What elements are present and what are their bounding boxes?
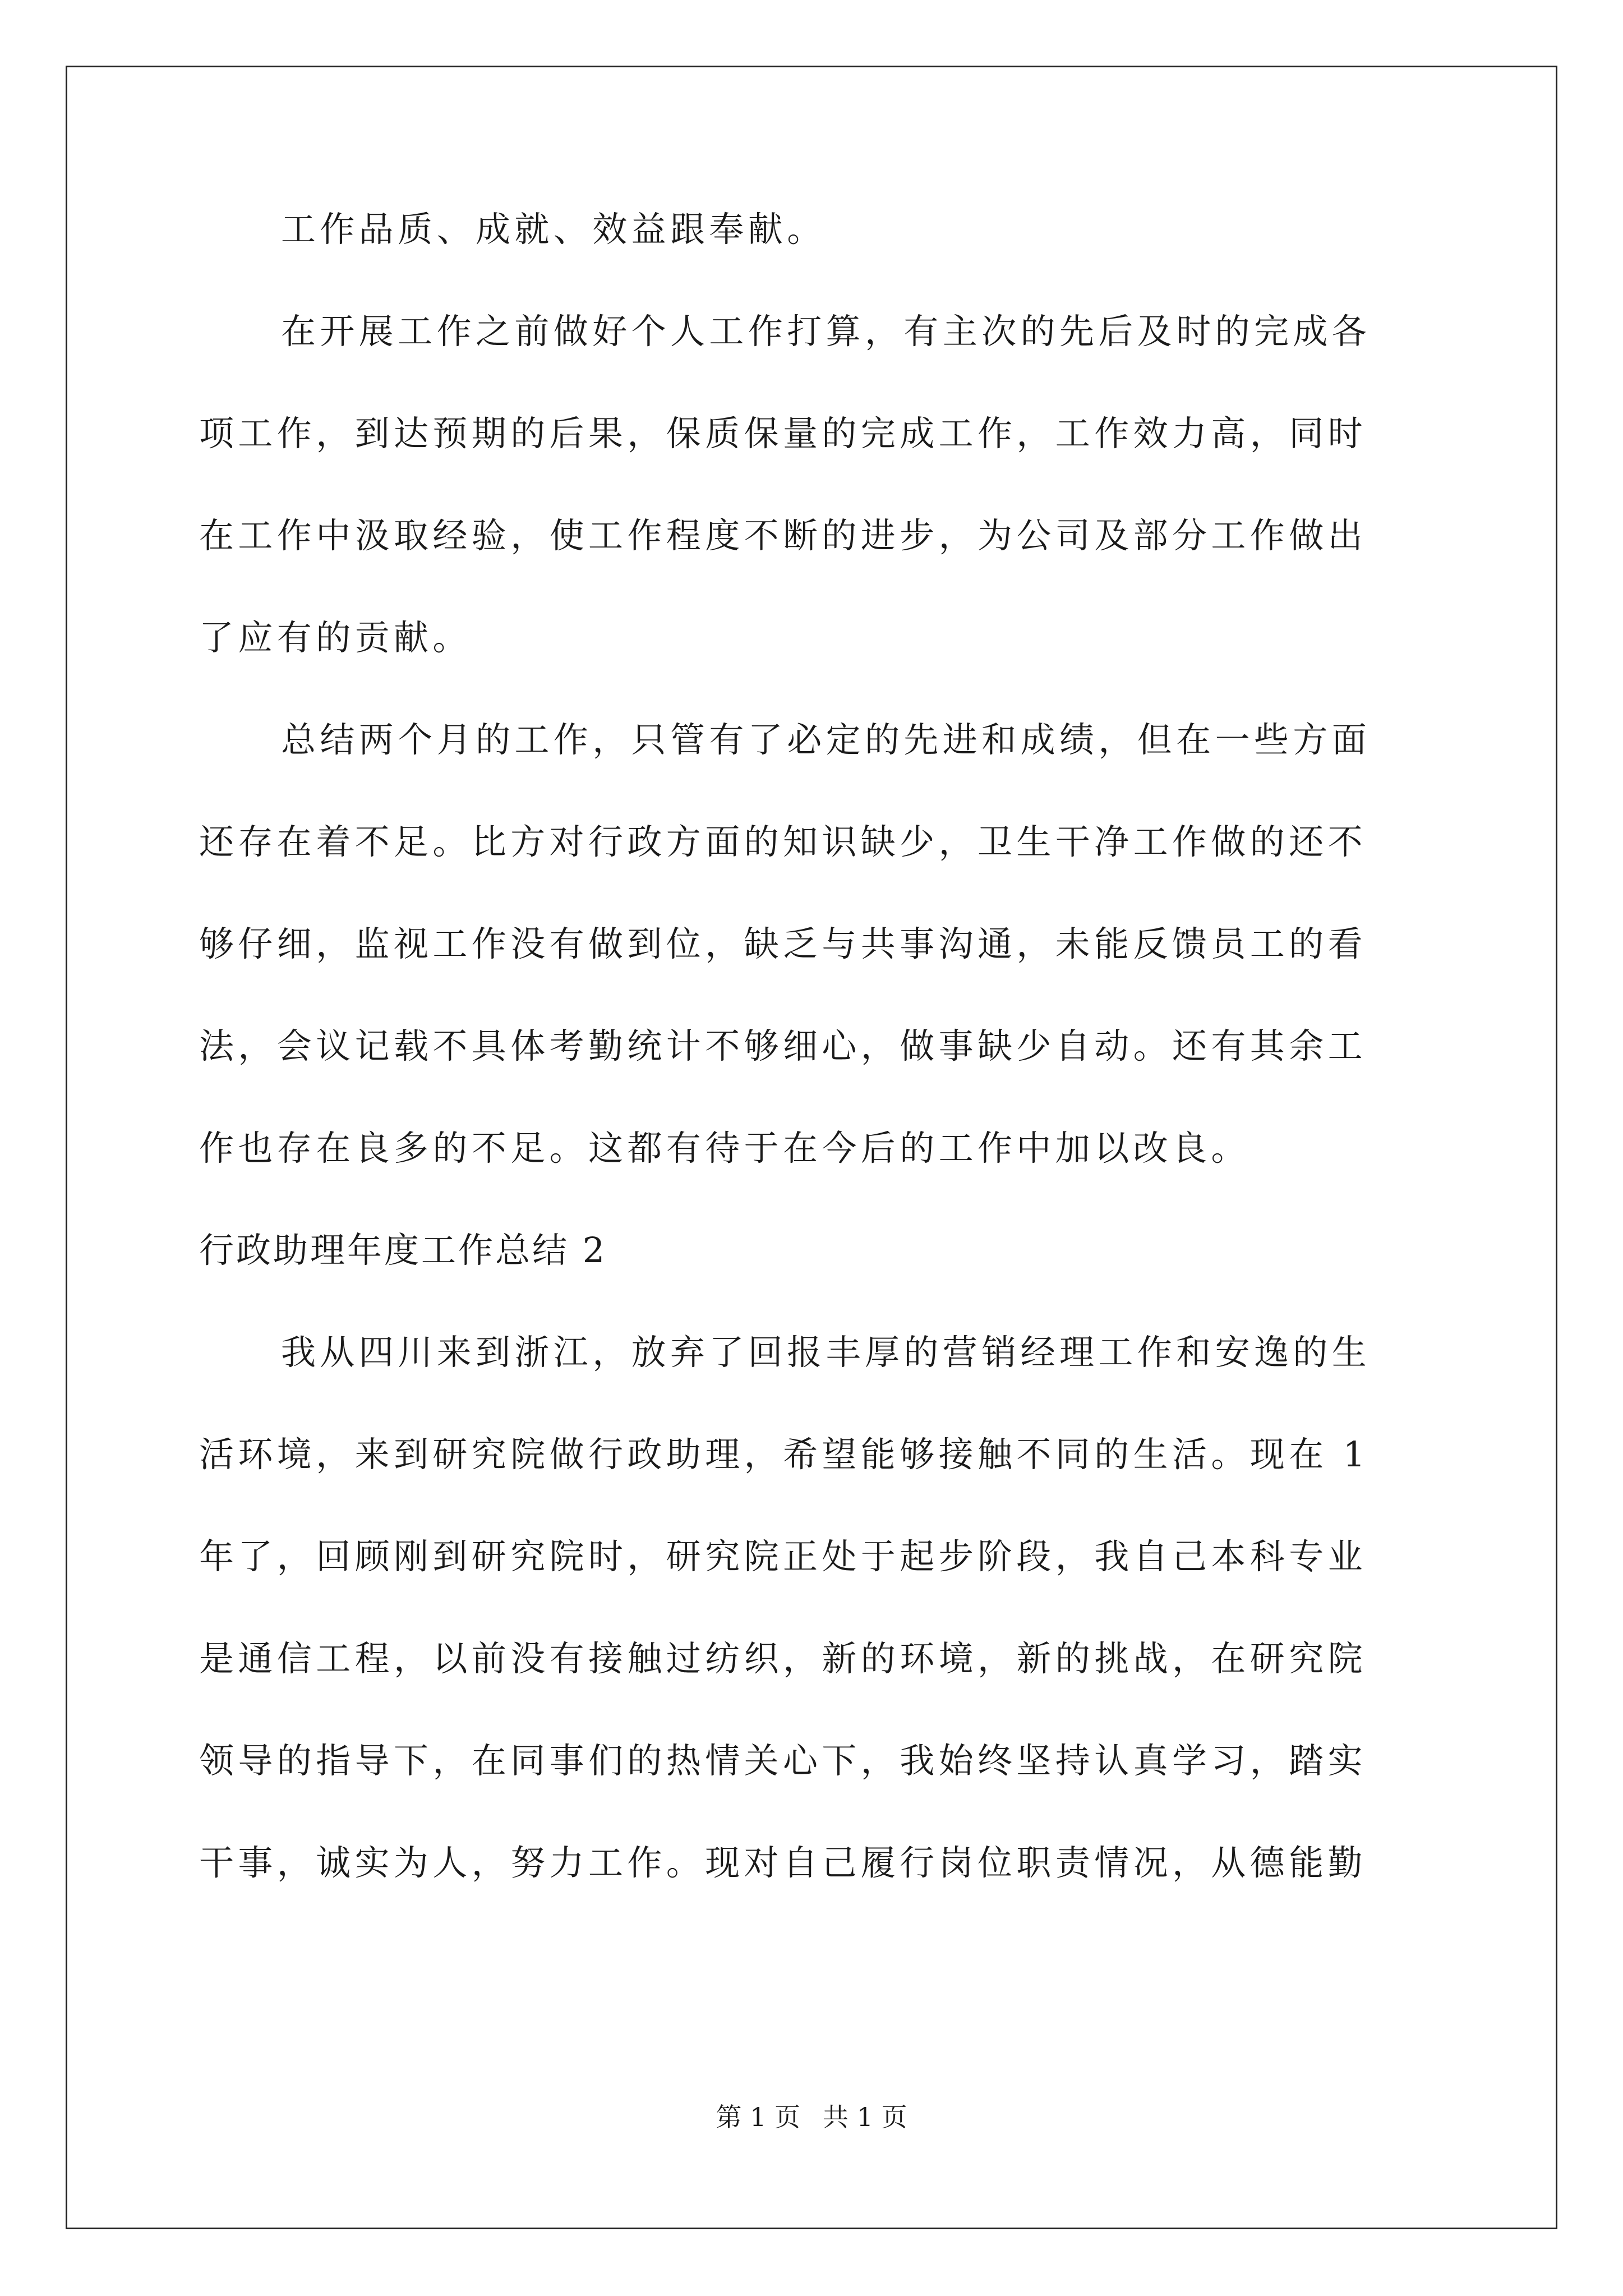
page-number: 第 1 页	[716, 2102, 800, 2132]
text-line: 领导的指导下，在同事们的热情关心下，我始终坚持认真学习，踏实	[199, 1740, 1367, 1781]
text-line: 在开展工作之前做好个人工作打算，有主次的先后及时的完成各	[281, 311, 1371, 352]
text-line: 够仔细，监视工作没有做到位，缺乏与共事沟通，未能反馈员工的看	[199, 923, 1367, 964]
page-total: 共 1 页	[823, 2102, 907, 2132]
text-line: 还存在着不足。比方对行政方面的知识缺少，卫生干净工作做的还不	[199, 821, 1367, 862]
text-line: 干事，诚实为人，努力工作。现对自己履行岗位职责情况，从德能勤	[199, 1842, 1367, 1883]
text-line: 了应有的贡献。	[199, 617, 472, 658]
text-line: 项工作，到达预期的后果，保质保量的完成工作，工作效力高，同时	[199, 413, 1367, 454]
document-body	[199, 206, 1433, 1942]
text-line: 作也存在良多的不足。这都有待于在今后的工作中加以改良。	[199, 1128, 1250, 1168]
text-line: 活环境，来到研究院做行政助理，希望能够接触不同的生活。现在 1	[199, 1434, 1370, 1475]
text-line: 我从四川来到浙江，放弃了回报丰厚的营销经理工作和安逸的生	[281, 1332, 1371, 1373]
text-line: 在工作中汲取经验，使工作程度不断的进步，为公司及部分工作做出	[199, 515, 1367, 556]
page-footer	[0, 2100, 1623, 2134]
text-line: 是通信工程，以前没有接触过纺织，新的环境，新的挑战，在研究院	[199, 1638, 1367, 1679]
section-heading: 行政助理年度工作总结 2	[199, 1230, 607, 1271]
text-line: 年了，回顾刚到研究院时，研究院正处于起步阶段，我自己本科专业	[199, 1536, 1367, 1577]
text-line: 总结两个月的工作，只管有了必定的先进和成绩，但在一些方面	[281, 719, 1371, 760]
text-line: 法，会议记载不具体考勤统计不够细心，做事缺少自动。还有其余工	[199, 1025, 1367, 1066]
text-line: 工作品质、成就、效益跟奉献。	[281, 209, 826, 250]
